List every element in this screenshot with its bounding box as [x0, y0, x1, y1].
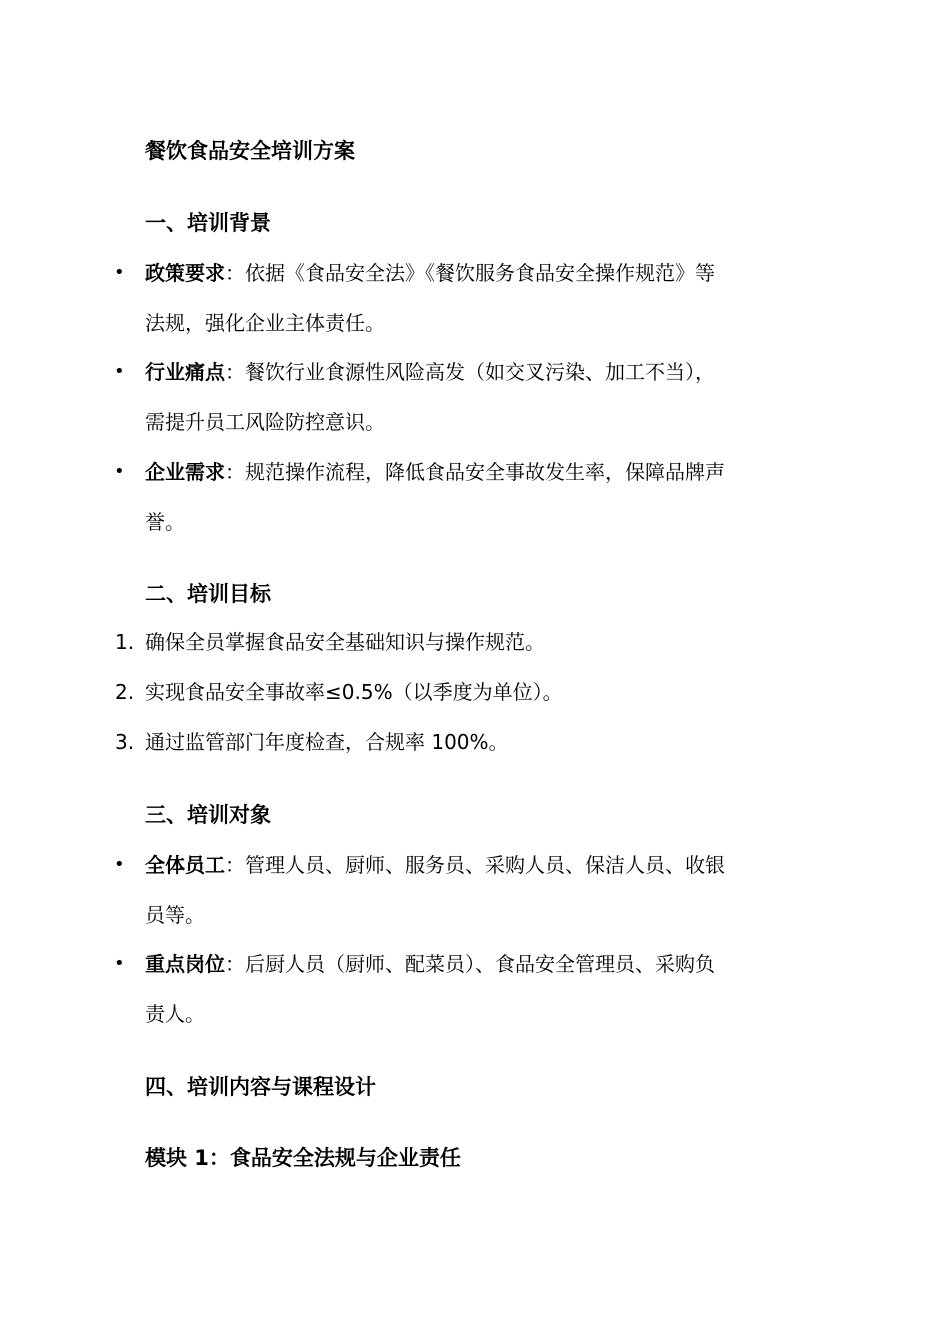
- list-item: [114, 347, 805, 447]
- item-line: [145, 347, 805, 397]
- list-item: [114, 248, 805, 348]
- item-separator: ：: [225, 460, 245, 484]
- item-text: 规范操作流程，降低食品安全事故发生率，保障品牌声: [245, 460, 725, 484]
- item-text: 实现食品安全事故率≤0.5%（以季度为单位）。: [145, 680, 563, 704]
- item-label: 行业痛点: [145, 360, 225, 384]
- item-text: 餐饮行业食源性风险高发（如交叉污染、加工不当），: [245, 360, 715, 384]
- bullet-icon: •: [114, 461, 125, 482]
- item-line: [145, 939, 805, 989]
- bullet-icon: •: [114, 953, 125, 974]
- numbered-item: [115, 667, 805, 717]
- item-text: 确保全员掌握食品安全基础知识与操作规范。: [145, 630, 545, 654]
- item-line: [145, 447, 805, 497]
- item-number: 3.: [115, 730, 135, 754]
- item-separator: ：: [225, 360, 245, 384]
- item-text: 依据《食品安全法》《餐饮服务食品安全操作规范》等: [245, 261, 715, 285]
- item-label: 企业需求: [145, 460, 225, 484]
- list-item: [114, 939, 805, 1039]
- list-item: [114, 840, 805, 940]
- item-text-continued: 责人。: [145, 1002, 205, 1026]
- numbered-item: [115, 717, 805, 767]
- section-heading-audience: 三、培训对象: [145, 803, 271, 827]
- item-label: 政策要求: [145, 261, 225, 285]
- section-heading-background: 一、培训背景: [145, 211, 271, 235]
- item-line: [145, 248, 805, 298]
- numbered-item: [115, 617, 805, 667]
- bullet-icon: •: [114, 262, 125, 283]
- item-number: 2.: [115, 680, 135, 704]
- section-heading-content: 四、培训内容与课程设计: [145, 1075, 376, 1099]
- item-text-continued: 需提升员工风险防控意识。: [145, 410, 385, 434]
- item-line: [145, 840, 805, 890]
- module-heading: 模块 1：食品安全法规与企业责任: [145, 1146, 461, 1170]
- bullet-icon: •: [114, 854, 125, 875]
- item-text-continued: 员等。: [145, 903, 205, 927]
- document-title: 餐饮食品安全培训方案: [145, 139, 355, 163]
- item-text-continued: 法规，强化企业主体责任。: [145, 311, 385, 335]
- item-text: 管理人员、厨师、服务员、采购人员、保洁人员、收银: [245, 853, 725, 877]
- item-text: 后厨人员（厨师、配菜员）、食品安全管理员、采购负: [245, 952, 715, 976]
- item-separator: ：: [225, 853, 245, 877]
- item-label: 全体员工: [145, 853, 225, 877]
- item-text-continued: 誉。: [145, 510, 185, 534]
- list-item: [114, 447, 805, 547]
- item-number: 1.: [115, 630, 135, 654]
- item-text: 通过监管部门年度检查，合规率 100%。: [145, 730, 509, 754]
- section-heading-goals: 二、培训目标: [145, 582, 271, 606]
- bullet-icon: •: [114, 361, 125, 382]
- item-separator: ：: [225, 261, 245, 285]
- item-label: 重点岗位: [145, 952, 225, 976]
- item-separator: ：: [225, 952, 245, 976]
